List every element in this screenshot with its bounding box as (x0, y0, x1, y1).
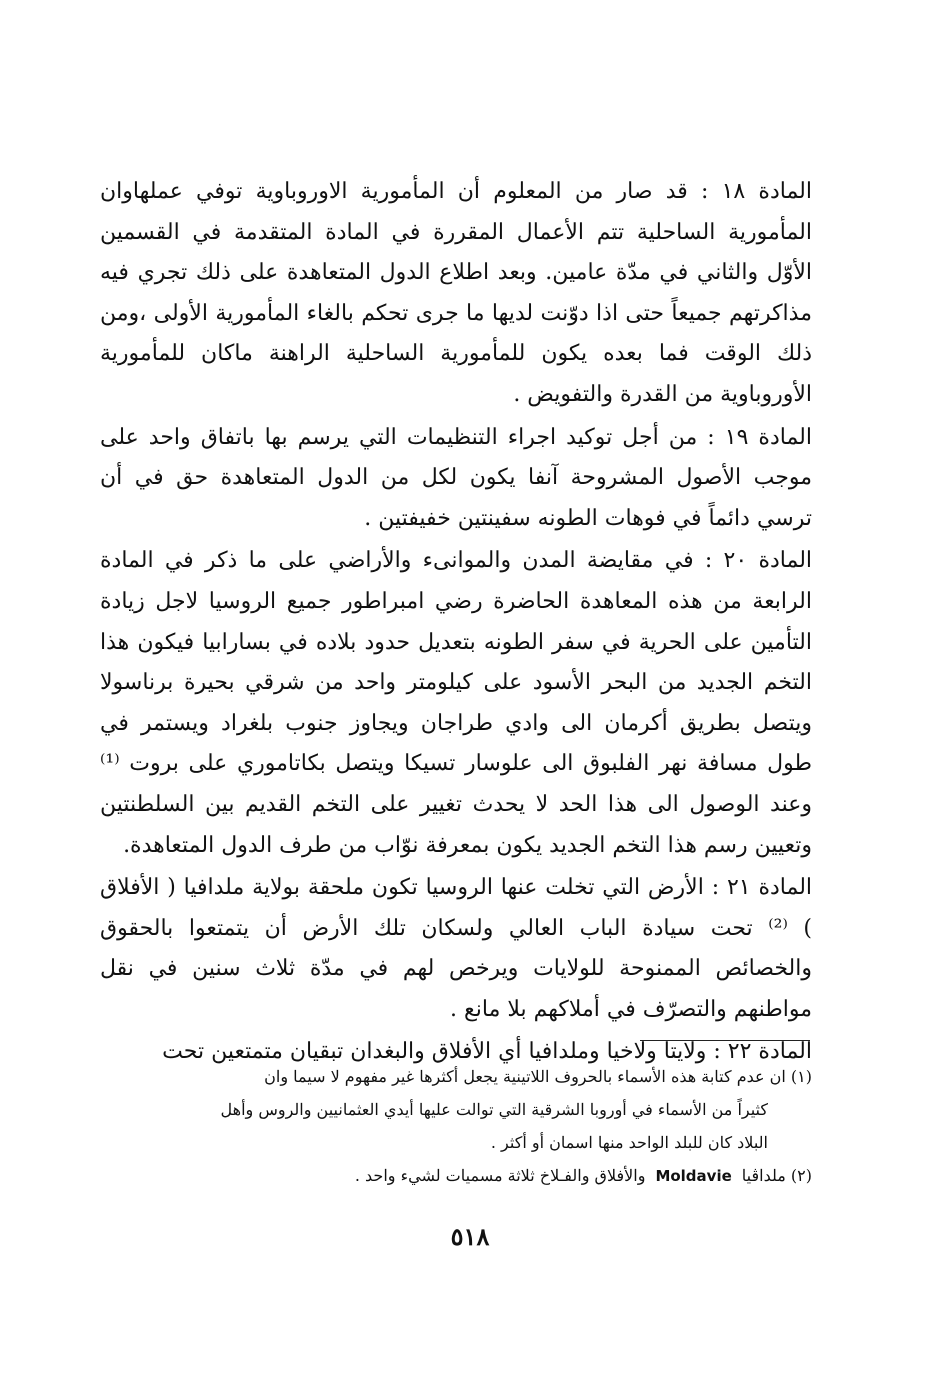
article-body: الأرض التي تخلت عنها الروسيا تكون ملحقة بولاية ملدافيا ( الأفلاق ) ⁽²⁾ تحت سيادة الباب العالي ولسكان تلك الأرض أن يتمتعوا بالحقوق والخصائص الممنوحة للولايات ويرخص لهم في مدّة ثلاث سنين في نقل مواطنهم والتصرّف في أملاكهم بلا مانع . (100, 875, 812, 1022)
footnote-2 (100, 1159, 812, 1193)
article-21 (100, 868, 812, 1030)
article-heading: المادة ٢٠ : (704, 548, 813, 574)
article-19 (100, 418, 812, 540)
footnote-1: (١) ان عدم كتابة هذه الأسماء بالحروف اللاتينية يجعل أكثرها غير مفهوم لا سيما وان (264, 1067, 812, 1086)
footnote-2-prefix: (٢) ملداڤيا (741, 1166, 812, 1185)
footnote-2-suffix: والأفلاق والفـلاخ ثلاثة مسميات لشيء واحد . (354, 1166, 646, 1185)
article-heading: المادة ٢١ : (711, 875, 813, 901)
article-20 (100, 541, 812, 866)
footnote-1-continuation: البلاد كان للبلد الواحد منها اسمان أو أكثر . (490, 1133, 768, 1152)
footnote-separator (640, 1040, 810, 1041)
article-body: قد صار من المعلوم أن المأمورية الاوروباوية توفي عملهاوان المأمورية الساحلية تتم الأعمال المقررة في المادة المتقدمة في القسمين الأوّل والثاني في مدّة عامين. وبعد اطلاع الدول المتعاهدة على ذلك تجري فيه مذاكرتهم جميعاً حتى اذا دوّنت لديها ما جرى تحكم بالغاء المأمورية الأولى ،ومن ذلك الوقت فما بعده يكون للمأمورية الساحلية الراهنة ماكان للمأمورية الأوروباوية من القدرة والتفويض . (100, 179, 812, 407)
article-18 (100, 172, 812, 416)
article-heading: المادة ١٩ : (707, 424, 812, 450)
footnote-1-continuation: كثيراً من الأسماء في أوروبا الشرقية التي توالت عليها أيدي العثمانيين والروس وأهل (220, 1100, 768, 1119)
article-heading: المادة ٢٢ : (713, 1039, 812, 1065)
article-heading: المادة ١٨ : (701, 179, 812, 204)
main-text-body (100, 172, 812, 1075)
article-body: ولايتا ولاخيا وملدافيا أي الأفلاق والبغدان تبقيان متمتعين تحت (162, 1039, 707, 1065)
article-body: من أجل توكيد اجراء التنظيمات التي يرسم بها باتفاق واحد على موجب الأصول المشروحة آنفا يكون لكل من الدول المتعاهدة حق في أن ترسي دائماً في فوهات الطونه سفينتين خفيفتين . (100, 424, 812, 531)
footnote-2-latin-term: Moldavie (655, 1167, 732, 1185)
footnotes (100, 1060, 812, 1193)
page-number: ٥١٨ (450, 1222, 490, 1251)
article-body: في مقايضة المدن والموانىء والأراضي على ما ذكر في المادة الرابعة من هذه المعاهدة الحاضرة رضي امبراطور جميع الروسيا لاجل زيادة التأمين على الحرية في سفر الطونه بتعديل حدود بلاده في بسارابيا فيكون هذا التخم الجديد من البحر الأسود على كيلومتر واحد من شرقي بحيرة برناسولا ويتصل بطريق أكرمان الى وادي طراجان ويجاوز جنوب بلغراد ويستمر في طول مسافة نهر الفلبوق الى علوسار تسيكا ويتصل بكاتاموري على بروت ⁽¹⁾ وعند الوصول الى هذا الحد لا يحدث تغيير على التخم القديم بين السلطنتين وتعيين رسم هذا التخم الجديد يكون بمعرفة نوّاب من طرف الدول المتعاهدة. (100, 548, 812, 858)
